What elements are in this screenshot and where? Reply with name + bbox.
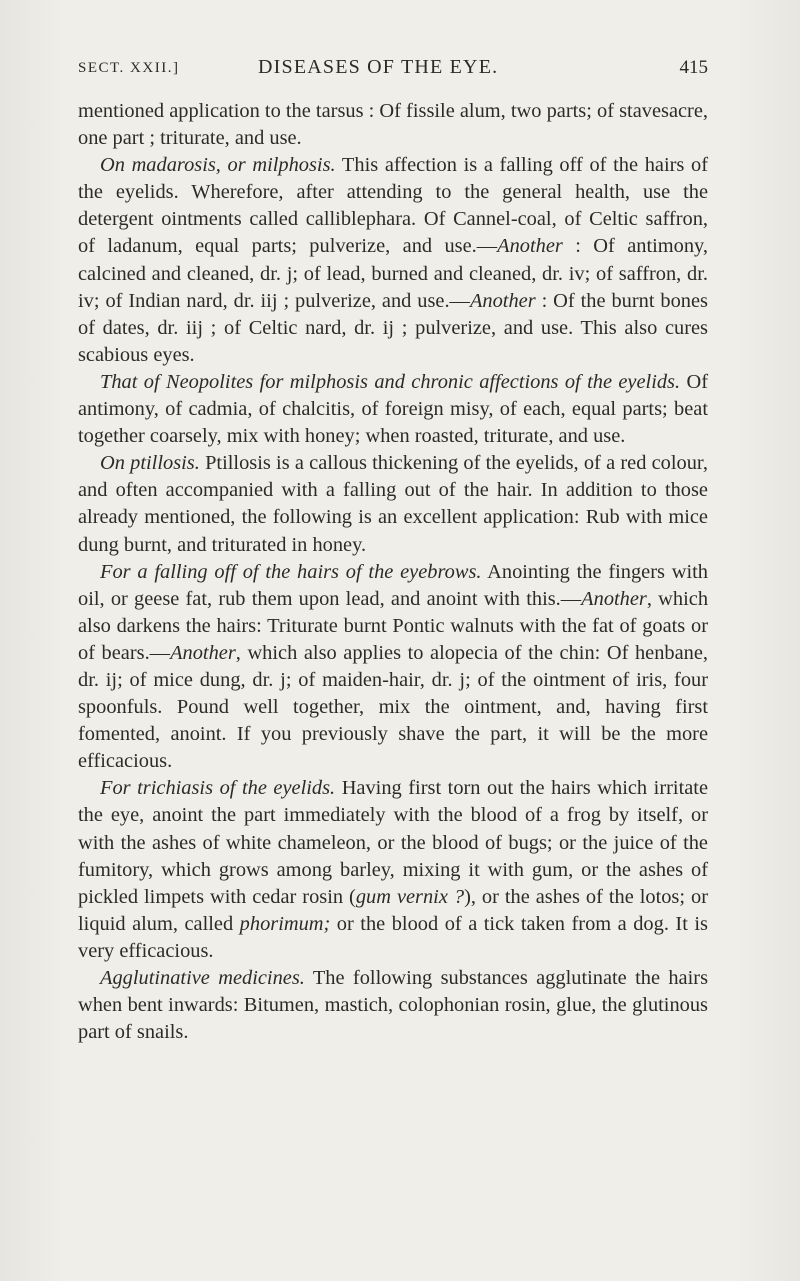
running-head	[78, 56, 708, 84]
paragraph-heading: For trichiasis of the eyelids.	[100, 777, 336, 800]
section-marker: SECT. XXII.]	[78, 60, 180, 76]
paragraph-ptillosis: On ptillosis. Ptillosis is a callous thickening of the eyelids, of a red colour, and often accompanied with a falling out of the hair. In addition to those already mentioned, the following is an excellent application: Rub with mice dung burnt, and triturated in honey.	[78, 452, 708, 556]
paragraph-eyebrows: For a falling off of the hairs of the eyebrows. Anointing the fingers with oil, or geese fat, rub them upon lead, and anoint with this.—Another, which also darkens the hairs: Triturate burnt Pontic walnuts with the fat of goats or of bears.—Another, which also applies to alopecia of the chin: Of henbane, dr. ij; of mice dung, dr. j; of maiden-hair, dr. j; of the ointment of iris, four spoonfuls. Pound well together, mix the ointment, and, having first fomented, anoint. If you previously shave the part, it will be the more efficacious.	[78, 560, 709, 773]
paragraph-trichiasis: For trichiasis of the eyelids. Having first torn out the hairs which irritate the eye, anoint the part immediately with the blood of a frog by itself, or with the ashes of white chameleon, or the blood of bugs; or the juice of the fumitory, which grows among barley, mixing it with gum, or the ashes of pickled limpets with cedar rosin (gum vernix ?), or the ashes of the lotos; or liquid alum, called phorimum; or the blood of a tick taken from a dog. It is very efficacious.	[78, 777, 708, 962]
paragraph-heading: On ptillosis.	[100, 452, 200, 475]
body-text	[78, 98, 708, 1046]
paragraph-agglutinative: Agglutinative medicines. The following substances agglutinate the hairs when bent inwards: Bitumen, mastich, colophonian rosin, glue, the glutinous part of snails.	[78, 967, 708, 1044]
paragraph-neopolites: That of Neopolites for milphosis and chronic affections of the eyelids. Of antimony, of cadmia, of chalcitis, of foreign misy, of each, equal parts; beat together coarsely, mix with honey; when roasted, triturate, and use.	[78, 370, 708, 448]
paragraph-continuation: mentioned application to the tarsus : Of fissile alum, two parts; of stavesacre, one part ; triturate, and use.	[78, 100, 708, 150]
page-number: 415	[679, 57, 708, 78]
paragraph-heading: On madarosis, or milphosis.	[100, 154, 336, 177]
paragraph-heading: That of Neopolites for milphosis and chronic affections of the eyelids.	[100, 370, 681, 393]
paragraph-madarosis: On madarosis, or milphosis. This affection is a falling off of the hairs of the eyelids. Wherefore, after attending to the general health, use the detergent ointments called calliblephara. Of Cannel-coal, of Celtic saffron, of ladanum, equal parts; pulverize, and use.—Another : Of antimony, calcined and cleaned, dr. j; of lead, burned and cleaned, dr. iv; of saffron, dr. iv; of Indian nard, dr. iij ; pulverize, and use.—Another : Of the burnt bones of dates, dr. iij ; of Celtic nard, dr. ij ; pulverize, and use. This also cures scabious eyes.	[78, 154, 708, 366]
paragraph-heading: For a falling off of the hairs of the eyebrows.	[100, 560, 482, 583]
chapter-title: DISEASES OF THE EYE.	[258, 56, 499, 78]
paragraph-heading: Agglutinative medicines.	[100, 967, 305, 989]
